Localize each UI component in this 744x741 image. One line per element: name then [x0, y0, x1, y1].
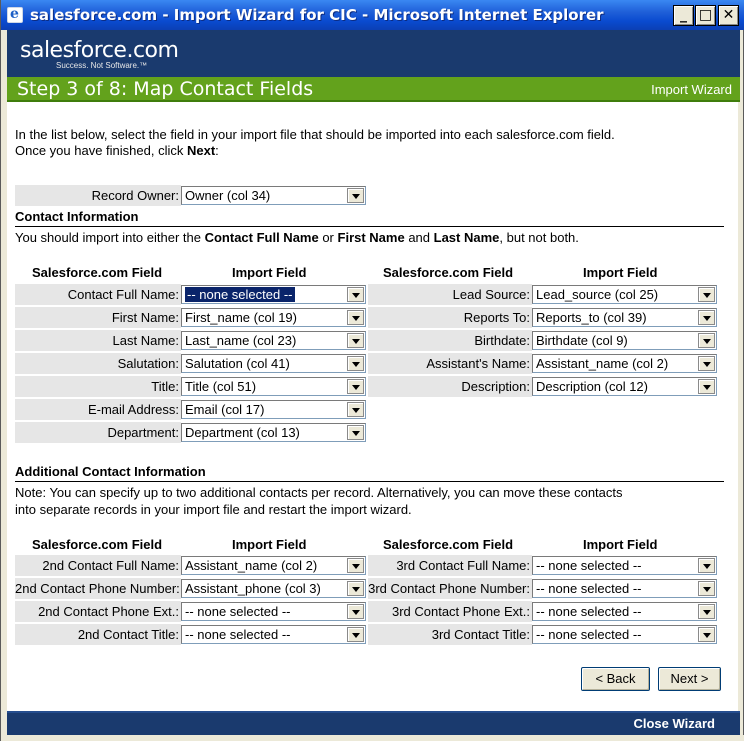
field-label: 2nd Contact Full Name:: [15, 555, 181, 576]
contact-info-title: Contact Information: [15, 209, 139, 224]
column-header-import-field: Import Field: [232, 537, 307, 552]
chevron-down-icon[interactable]: [698, 379, 715, 394]
maximize-button[interactable]: □: [695, 5, 716, 26]
intro-line-1: In the list below, select the field in your import file that should be imported into each salesforce.com field.: [15, 127, 615, 142]
record-owner-label: Record Owner:: [15, 185, 181, 206]
record-owner-row: [15, 185, 367, 206]
selected-value: -- none selected --: [536, 627, 642, 642]
window-frame-right: [738, 30, 743, 741]
salesforce-logo: salesforce.com: [20, 38, 179, 63]
field-label: 3rd Contact Phone Number:: [368, 578, 532, 599]
field-mapping-row: [15, 284, 367, 305]
field-mapping-row: [15, 601, 367, 622]
additional-info-desc: Note: You can specify up to two additional contacts per record. Alternatively, you can move these contacts into separate records in your import file and restart the import wizard.: [15, 485, 623, 517]
column-header-sf-field: Salesforce.com Field: [383, 265, 514, 280]
field-label: Birthdate:: [368, 330, 532, 351]
selected-value: Assistant_name (col 2): [536, 356, 669, 371]
column-header-sf-field: Salesforce.com Field: [32, 265, 163, 280]
field-label: Assistant's Name:: [368, 353, 532, 374]
field-mapping-row: [15, 399, 367, 420]
field-mapping-row: [368, 376, 718, 397]
import-field-select[interactable]: [181, 354, 366, 373]
chevron-down-icon[interactable]: [698, 581, 715, 596]
title-bar[interactable]: [1, 0, 744, 30]
field-mapping-row: [368, 330, 718, 351]
chevron-down-icon[interactable]: [347, 604, 364, 619]
window-frame-left: [1, 30, 7, 741]
field-mapping-row: [368, 624, 718, 645]
field-label: Salutation:: [15, 353, 181, 374]
chevron-down-icon[interactable]: [698, 356, 715, 371]
field-mapping-row: [368, 307, 718, 328]
field-label: 3rd Contact Phone Ext.:: [368, 601, 532, 622]
close-wizard-link[interactable]: Close Wizard: [633, 716, 715, 731]
column-header-import-field: Import Field: [583, 537, 658, 552]
window-title: salesforce.com - Import Wizard for CIC - Microsoft Internet Explorer: [30, 6, 604, 24]
import-field-select[interactable]: [181, 625, 366, 644]
field-label: 3rd Contact Full Name:: [368, 555, 532, 576]
selected-value: Last_name (col 23): [185, 333, 297, 348]
field-label: Last Name:: [15, 330, 181, 351]
salesforce-header: [7, 30, 740, 77]
window-frame-bottom: [1, 735, 744, 741]
salesforce-tagline: Success. Not Software.™: [56, 61, 148, 70]
field-mapping-row: [368, 578, 718, 599]
intro-text: [15, 127, 725, 159]
selected-value: -- none selected --: [187, 287, 293, 302]
field-mapping-row: [15, 624, 367, 645]
chevron-down-icon[interactable]: [347, 310, 364, 325]
chevron-down-icon[interactable]: [347, 627, 364, 642]
selected-value: Title (col 51): [185, 379, 257, 394]
selected-value: -- none selected --: [185, 627, 291, 642]
section-divider: [15, 481, 724, 482]
field-mapping-row: [15, 330, 367, 351]
selected-value: -- none selected --: [185, 604, 291, 619]
import-field-select[interactable]: [532, 556, 717, 575]
field-mapping-row: [15, 422, 367, 443]
import-field-select[interactable]: [532, 625, 717, 644]
field-mapping-row: [15, 376, 367, 397]
field-mapping-row: [15, 555, 367, 576]
chevron-down-icon[interactable]: [347, 581, 364, 596]
contact-info-desc: You should import into either the Contact Full Name or First Name and Last Name, but not both.: [15, 230, 579, 245]
field-label: 2nd Contact Phone Number:: [15, 578, 181, 599]
selected-value: First_name (col 19): [185, 310, 297, 325]
field-label: Lead Source:: [368, 284, 532, 305]
import-field-select[interactable]: [181, 579, 366, 598]
chevron-down-icon[interactable]: [698, 627, 715, 642]
field-label: 2nd Contact Title:: [15, 624, 181, 645]
chevron-down-icon[interactable]: [347, 356, 364, 371]
import-field-select[interactable]: [532, 377, 717, 396]
field-label: Reports To:: [368, 307, 532, 328]
chevron-down-icon[interactable]: [698, 604, 715, 619]
minimize-button[interactable]: _: [673, 5, 694, 26]
selected-value: Salutation (col 41): [185, 356, 290, 371]
section-divider: [15, 226, 724, 227]
chevron-down-icon[interactable]: [347, 188, 364, 203]
selected-value: Assistant_name (col 2): [185, 558, 318, 573]
selected-value: -- none selected --: [536, 604, 642, 619]
column-header-sf-field: Salesforce.com Field: [32, 537, 163, 552]
import-field-select[interactable]: [532, 579, 717, 598]
import-field-select[interactable]: [532, 354, 717, 373]
record-owner-select[interactable]: Owner (col 34): [181, 186, 366, 205]
import-field-select[interactable]: [181, 285, 366, 304]
back-button[interactable]: < Back: [581, 667, 650, 691]
selected-value: -- none selected --: [536, 581, 642, 596]
field-mapping-row: [15, 307, 367, 328]
field-mapping-row: [368, 601, 718, 622]
chevron-down-icon[interactable]: [347, 425, 364, 440]
column-header-sf-field: Salesforce.com Field: [383, 537, 514, 552]
field-label: 2nd Contact Phone Ext.:: [15, 601, 181, 622]
chevron-down-icon[interactable]: [347, 287, 364, 302]
import-field-select[interactable]: [181, 400, 366, 419]
field-label: First Name:: [15, 307, 181, 328]
chevron-down-icon[interactable]: [347, 379, 364, 394]
step-bar: [7, 77, 740, 102]
additional-info-title: Additional Contact Information: [15, 464, 206, 479]
chevron-down-icon[interactable]: [698, 287, 715, 302]
field-label: Title:: [15, 376, 181, 397]
import-field-select[interactable]: [181, 423, 366, 442]
chevron-down-icon[interactable]: [347, 402, 364, 417]
column-header-import-field: Import Field: [232, 265, 307, 280]
chevron-down-icon[interactable]: [698, 310, 715, 325]
field-mapping-row: [15, 578, 367, 599]
selected-value: Birthdate (col 9): [536, 333, 628, 348]
chevron-down-icon[interactable]: [698, 558, 715, 573]
import-field-select[interactable]: [181, 331, 366, 350]
selected-value: Description (col 12): [536, 379, 648, 394]
footer-bar: [7, 711, 740, 735]
ie-page-icon: e: [7, 7, 23, 23]
selected-value: Reports_to (col 39): [536, 310, 647, 325]
import-field-select[interactable]: [181, 602, 366, 621]
chevron-down-icon[interactable]: [347, 333, 364, 348]
selected-value: Assistant_phone (col 3): [185, 581, 321, 596]
import-field-select[interactable]: [181, 556, 366, 575]
field-mapping-row: [368, 353, 718, 374]
import-field-select[interactable]: [532, 331, 717, 350]
wizard-label: Import Wizard: [651, 82, 732, 97]
intro-line-2: Once you have finished, click Next:: [15, 143, 219, 158]
field-label: E-mail Address:: [15, 399, 181, 420]
chevron-down-icon[interactable]: [698, 333, 715, 348]
import-field-select[interactable]: [181, 377, 366, 396]
chevron-down-icon[interactable]: [347, 558, 364, 573]
import-field-select[interactable]: [532, 602, 717, 621]
import-field-select[interactable]: [532, 308, 717, 327]
field-label: Description:: [368, 376, 532, 397]
page-title: Step 3 of 8: Map Contact Fields: [17, 78, 314, 100]
import-field-select[interactable]: [532, 285, 717, 304]
field-mapping-row: [368, 555, 718, 576]
field-label: 3rd Contact Title:: [368, 624, 532, 645]
selected-value: Email (col 17): [185, 402, 265, 417]
field-mapping-row: [15, 353, 367, 374]
column-header-import-field: Import Field: [583, 265, 658, 280]
import-field-select[interactable]: [181, 308, 366, 327]
next-button[interactable]: Next >: [658, 667, 721, 691]
field-label: Department:: [15, 422, 181, 443]
field-label: Contact Full Name:: [15, 284, 181, 305]
close-button[interactable]: ✕: [718, 5, 739, 26]
field-mapping-row: [368, 284, 718, 305]
selected-value: Department (col 13): [185, 425, 300, 440]
selected-value: -- none selected --: [536, 558, 642, 573]
selected-value: Lead_source (col 25): [536, 287, 659, 302]
